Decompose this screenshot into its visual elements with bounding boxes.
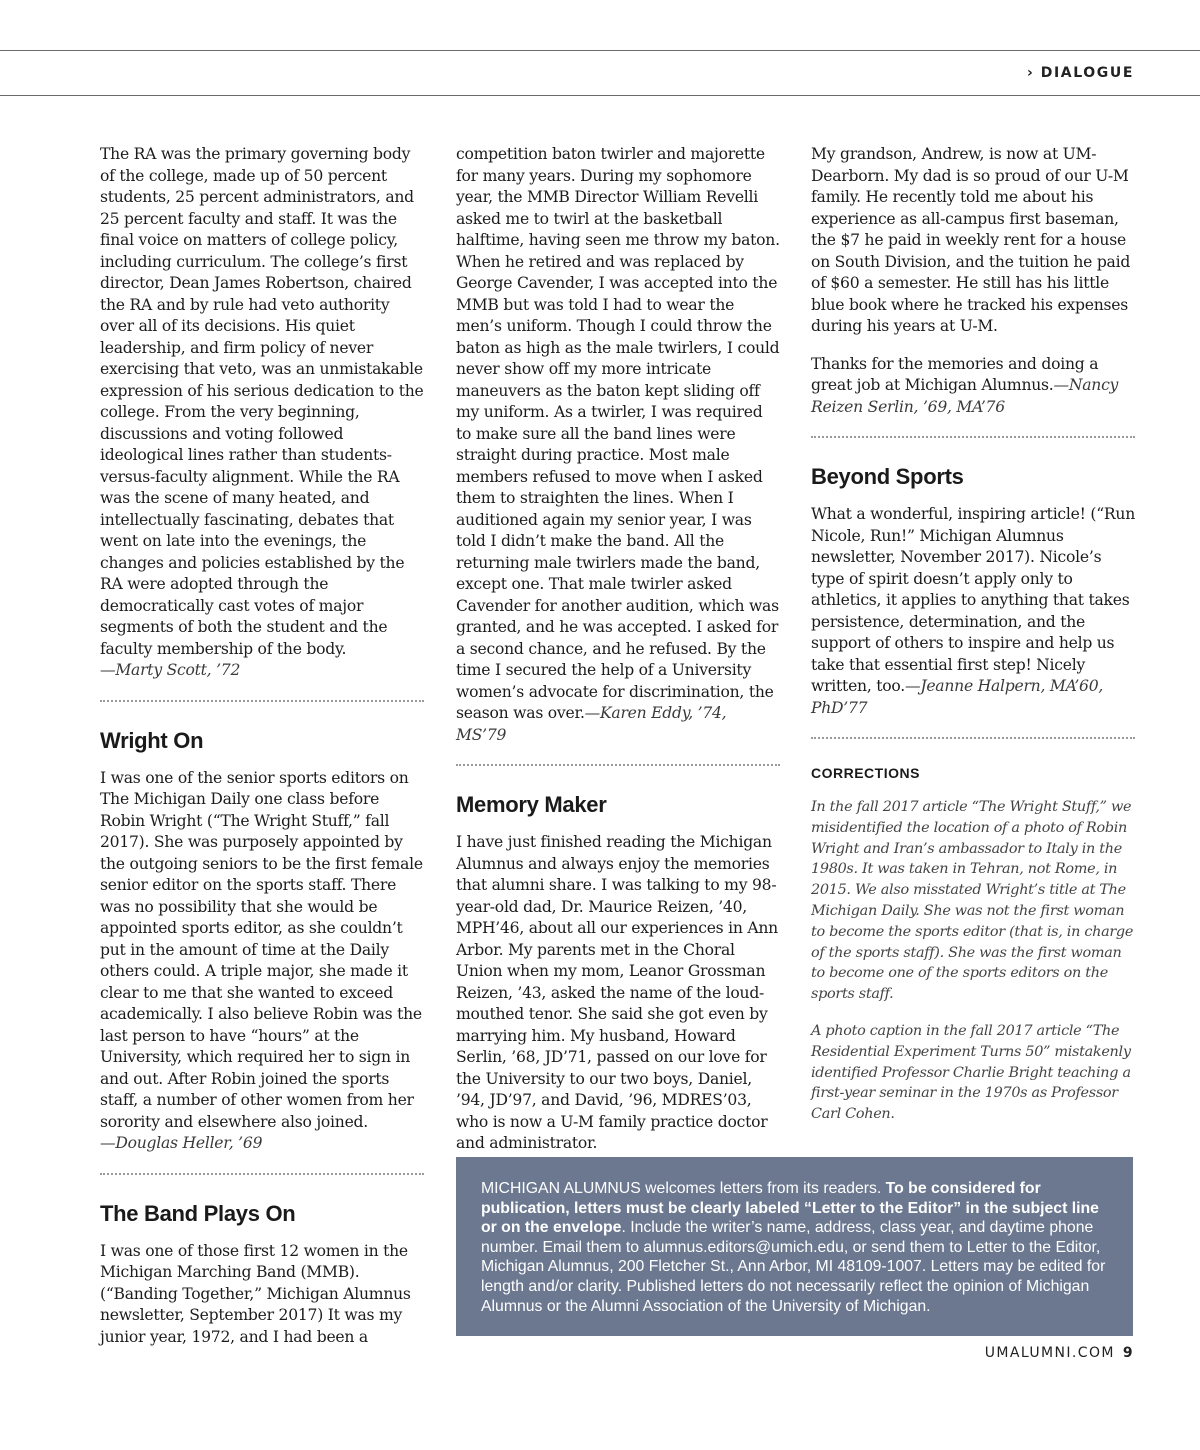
column-2 — [456, 144, 780, 1171]
letter-signature: —Douglas Heller, ’69 — [100, 1134, 263, 1152]
notice-bold: To be considered for publication, letters must be clearly labeled “Letter to the Editor” in the subject line or on the envelope — [481, 1180, 1099, 1237]
letter-body — [811, 504, 1135, 719]
correction-text: A photo caption in the fall 2017 article “The Residential Experiment Turns 50” mistakenly identified Professor Charlie Bright teaching a first-year seminar in the 1970s as Professor Carl Cohen. — [811, 1022, 1131, 1123]
letter-text: I was one of the senior sports editors on The Michigan Daily one class before Robin Wright (“The Wright Stuff,” fall 2017). She was purposely appointed by the outgoing seniors to be the first female senior editor on the sports staff. There was no possibility that she would be appointed sports editor, as she couldn’t put in the amount of time at the Daily others could. A triple major, she made it clear to me that she wanted to exceed academically. I also believe Robin was the last person to have “hours” at the University, which required her to sign in and out. After Robin joined the sports staff, a number of other women from her sorority and elsewhere also joined. — [100, 768, 423, 1131]
header-rule — [0, 95, 1200, 96]
letter-heading-memory-maker: Memory Maker — [456, 792, 607, 817]
letter-body — [811, 354, 1135, 419]
letter-signature: —Marty Scott, ’72 — [100, 661, 241, 679]
notice-rest: . Include the writer’s name, address, class year, and daytime phone number. Email them to alumnus.editors@umich.edu, or send them to Letter to the Editor, Michigan Alumnus, 200 Fletcher St., Ann Arbor, MI 48109-1007. Letters may be edited for length and/or clarity. Published letters do not necessarily reflect the opinion of Michigan Alumnus or the Alumni Association of the University of Michigan. — [481, 1219, 1106, 1315]
divider — [811, 436, 1135, 438]
letter-text: What a wonderful, inspiring article! (“Run Nicole, Run!” Michigan Alumnus newsletter, November 2017). Nicole’s type of spirit doesn’t apply only to athletics, it applies to anything that takes persistence, determination, and the support of others to inspire and help us take that essential first step! Nicely written, too. — [811, 505, 1135, 695]
letter-signature: —Jeanne Halpern, MA’60, PhD’77 — [811, 677, 1104, 717]
letter-body: I have just finished reading the Michigan Alumnus and always enjoy the memories that alumni share. I was talking to my 98-year-old dad, Dr. Maurice Reizen, ’40, MPH’46, about all our experiences in Ann Arbor. My parents met in the Choral Union when my mom, Leanor Grossman Reizen, ’43, asked the name of the loud-mouthed tenor. She said she got even by marrying him. My husband, Howard Serlin, ’68, JD’71, passed on our love for the University to our two boys, Daniel, ’94, JD’97, and David, ’96, MDRES’03, who is now a U-M family practice doctor and administrator. — [456, 833, 778, 1152]
top-rule — [0, 50, 1200, 51]
letter-body — [100, 768, 424, 1155]
letters-policy-box — [456, 1157, 1133, 1336]
site-url: UMALUMNI.COM — [984, 1345, 1115, 1361]
divider — [456, 764, 780, 766]
letter-text: Thanks for the memories and doing a great job at Michigan Alumnus. — [811, 354, 1099, 394]
column-3 — [811, 144, 1135, 1141]
column-1 — [100, 144, 424, 1364]
letter-signature: —Nancy Reizen Serlin, ’69, MA’76 — [811, 376, 1119, 416]
notice-lead: MICHIGAN ALUMNUS welcomes letters from its readers. — [481, 1180, 886, 1197]
letter-signature: —Karen Eddy, ’74, MS’79 — [456, 704, 727, 744]
letter-heading-wright-on: Wright On — [100, 727, 204, 753]
divider — [811, 737, 1135, 739]
letter-body — [456, 144, 780, 746]
letter-body: My grandson, Andrew, is now at UM-Dearborn. My dad is so proud of our U-M family. He recently told me about his experience as all-campus first baseman, the $7 he paid in weekly rent for a house on South Division, and the tuition he paid of $60 a semester. He still has his little blue book where he tracked his expenses during his years at U-M. — [811, 145, 1131, 335]
letter-text: The RA was the primary governing body of the college, made up of 50 percent students, 25 percent administrators, and 25 percent faculty and staff. It was the final voice on matters of college policy, including curriculum. The college’s first director, Dean James Robertson, chaired the RA and by rule had veto authority over all of its decisions. His quiet leadership, and firm policy of never exercising that veto, was an unmistakable expression of his serious dedication to the college. From the very beginning, discussions and voting followed ideological lines rather than students-versus-faculty alignment. While the RA was the scene of many heated, and intellectually fascinating, debates that went on late into the evenings, the changes and policies established by the RA were adopted through the democratically cast votes of major segments of both the student and the faculty membership of the body. — [100, 145, 424, 658]
letter-heading-band-plays-on: The Band Plays On — [100, 1200, 296, 1226]
correction-text: In the fall 2017 article “The Wright Stuff,” we misidentified the location of a photo of Robin Wright and Iran’s ambassador to Italy in the 1980s. It was taken in Tehran, not Rome, in 2015. We also misstated Wright’s title at The Michigan Daily. She was not the first woman to become the sports editor (that is, in charge of the sports staff). She was the first woman to become one of the sports editors on the sports staff. — [811, 799, 1134, 1003]
section-label: › DIALOGUE — [1026, 65, 1134, 81]
letter-body: I was one of those first 12 women in the Michigan Marching Band (MMB). (“Banding Together,” Michigan Alumnus newsletter, September 2017) It was my junior year, 1972, and I had been a — [100, 1241, 411, 1346]
corrections-heading: CORRECTIONS — [811, 765, 920, 781]
divider — [100, 1173, 424, 1175]
letter-heading-beyond-sports: Beyond Sports — [811, 464, 964, 489]
page-number: 9 — [1122, 1345, 1134, 1361]
letter-text: competition baton twirler and majorette for many years. During my sophomore year, the MMB Director William Revelli asked me to twirl at the basketball halftime, having seen me throw my baton. When he retired and was replaced by George Cavender, I was accepted into the MMB but was told I had to wear the men’s uniform. Though I could throw the baton as high as the male twirlers, I could never show off my more intricate maneuvers as the baton kept sliding off my uniform. As a twirler, I was required to make sure all the band lines were straight during practice. Most male members refused to move when I asked them to straighten the lines. When I auditioned again my senior year, I was told I didn’t make the band. All the returning male twirlers made the band, except one. That male twirler asked Cavender for another audition, which was granted, and he was accepted. I asked for a second chance, and he refused. By the time I secured the help of a University women’s advocate for discrimination, the season was over. — [456, 145, 780, 722]
divider — [100, 700, 424, 702]
page-footer — [985, 1345, 1134, 1361]
letter-body — [100, 144, 424, 682]
